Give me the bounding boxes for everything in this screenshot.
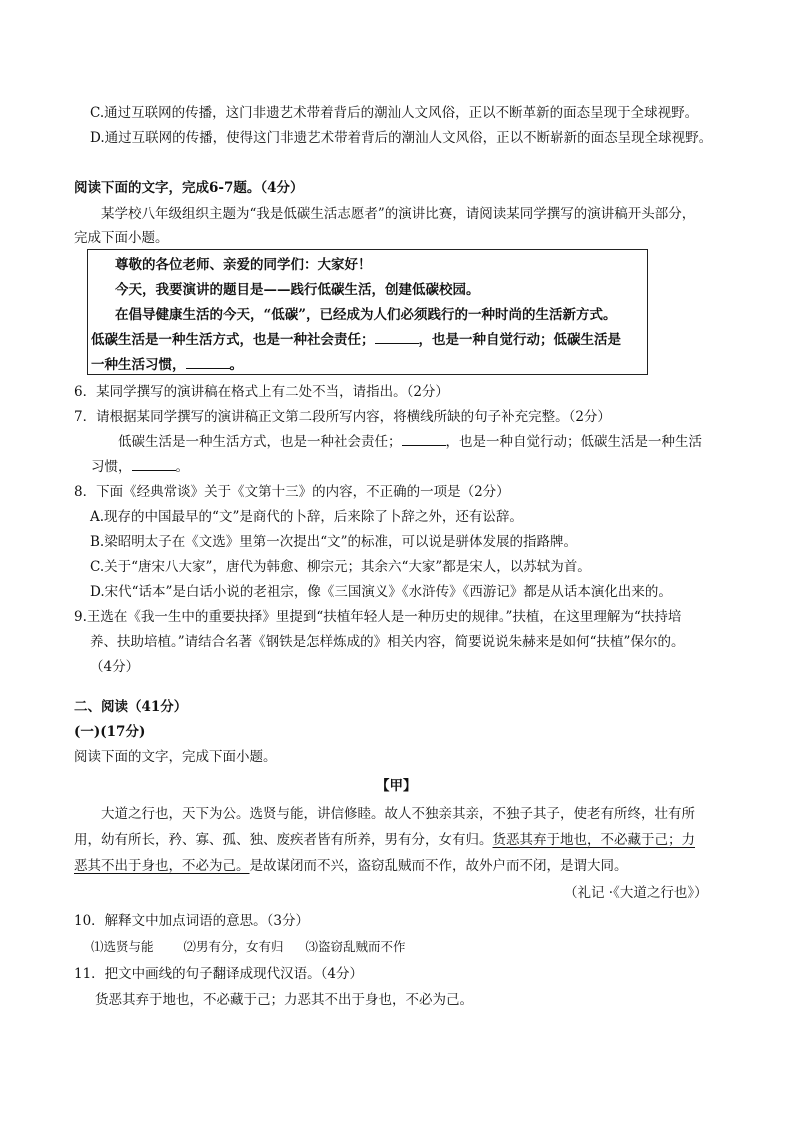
question-7-line-1-start: 低碳生活是一种生活方式，也是一种社会责任； — [118, 434, 402, 450]
question-9-line-3: （4分） — [90, 659, 140, 675]
answer-blank — [132, 457, 176, 471]
question-8-option-b: B.梁昭明太子在《文选》里第一次提出“文”的标准，可以说是骈体发展的指路牌。 — [90, 534, 578, 550]
passage-source: （礼记 ·《大道之行也》） — [564, 885, 708, 901]
question-10-items — [91, 937, 405, 957]
speech-body-line-3-start: 一种生活习惯， — [91, 357, 186, 373]
passage-line-1: 大道之行也，天下为公。选贤与能，讲信修睦。故人不独亲其亲，不独子其子，使老有所终，壮有所 — [101, 806, 695, 822]
speech-body-line-2-start: 低碳生活是一种生活方式，也是一种社会责任； — [91, 332, 375, 348]
question-6: 6．某同学撰写的演讲稿在格式上有二处不当，请指出。（2分） — [74, 384, 449, 400]
speech-body-line-2-end: ，也是一种自觉行动；低碳生活是 — [418, 332, 621, 348]
speech-body-line-1: 在倡导健康生活的今天，“低碳”，已经成为人们必须践行的一种时尚的生活新方式。 — [115, 307, 617, 323]
passage-line-2 — [74, 830, 695, 850]
passage-line-3 — [74, 856, 628, 876]
underlined-sentence-part-1: 货恶其弃于地也，不必藏于己；力 — [492, 832, 695, 848]
question-7-line-2 — [91, 457, 189, 477]
answer-blank — [375, 330, 419, 344]
question-7-line-1 — [118, 432, 702, 452]
question-7-line-1-end: ，也是一种自觉行动；低碳生活是一种生活 — [445, 434, 702, 450]
speech-topic: 今天，我要演讲的题目是——践行低碳生活，创建低碳校园。 — [115, 282, 480, 298]
question-9-line-2: 养、扶助培植。”请结合名著《钢铁是怎样炼成的》相关内容，简要说说朱赫来是如何“扶植”保尔的。 — [90, 634, 685, 650]
question-11-stem: 11．把文中画线的句子翻译成现代汉语。（4分） — [74, 966, 364, 982]
question-7-line-2-end: 。 — [175, 459, 189, 475]
q5-option-c: C.通过互联网的传播，这门非遗艺术带着背后的潮汕人文风俗，正以不断革新的面态呈现于全球视野。 — [90, 105, 699, 121]
speech-body-line-2 — [91, 330, 621, 350]
question-8-option-a: A.现存的中国最早的“文”是商代的卜辞，后来除了卜辞之外，还有讼辞。 — [90, 509, 523, 525]
section-2-instruction: 阅读下面的文字，完成下面小题。 — [74, 749, 277, 765]
section-2-part-1: (一)(17分) — [74, 724, 146, 740]
passage-label-jia: 【甲】 — [376, 778, 417, 794]
reading-6-7-intro-line-2: 完成下面小题。 — [74, 230, 169, 246]
question-7-line-2-start: 习惯， — [91, 459, 132, 475]
question-7-stem: 7．请根据某同学撰写的演讲稿正文第二段所写内容，将横线所缺的句子补充完整。（2分） — [74, 409, 611, 425]
passage-line-2-start: 用，幼有所长，矜、寡、孤、独、废疾者皆有所养，男有分，女有归。 — [74, 832, 493, 848]
speech-draft-box — [87, 249, 648, 375]
question-10-item-3: ⑶盗窃乱贼而不作 — [305, 939, 406, 954]
section-2-heading: 二、阅读（41分） — [74, 699, 188, 715]
speech-greeting: 尊敬的各位老师、亲爱的同学们：大家好！ — [115, 257, 372, 273]
question-9-line-1: 9.王选在《我一生中的重要抉择》里提到“扶植年轻人是一种历史的规律。”扶植，在这里理解为“扶持培 — [74, 609, 682, 625]
question-8-option-c: C.关于“唐宋八大家”，唐代为韩愈、柳宗元；其余六“大家”都是宋人，以苏轼为首。 — [90, 559, 591, 575]
question-10-item-2: ⑵男有分，女有归 — [183, 939, 284, 954]
question-11-sentence: 货恶其弃于地也，不必藏于己；力恶其不出于身也，不必为己。 — [95, 992, 473, 1008]
question-10-stem: 10．解释文中加点词语的意思。（3分） — [74, 913, 310, 929]
answer-blank — [186, 355, 230, 369]
speech-body-line-3-end: 。 — [229, 357, 243, 373]
passage-line-3-end: 是故谋闭而不兴，盗窃乱贼而不作，故外户而不闭，是谓大同。 — [249, 858, 628, 874]
question-8-stem: 8．下面《经典常谈》关于《文第十三》的内容，不正确的一项是（2分） — [74, 484, 510, 500]
q5-option-d: D.通过互联网的传播，使得这门非遗艺术带着背后的潮汕人文风俗，正以不断崭新的面态呈现全球视野。 — [90, 130, 713, 146]
reading-6-7-intro-line-1: 某学校八年级组织主题为“我是低碳生活志愿者”的演讲比赛，请阅读某同学撰写的演讲稿开头部分， — [101, 206, 696, 222]
question-10-item-1: ⑴选贤与能 — [91, 939, 154, 954]
underlined-sentence-part-2: 恶其不出于身也，不必为己。 — [74, 858, 250, 874]
speech-body-line-3 — [91, 355, 243, 375]
reading-6-7-heading: 阅读下面的文字，完成6-7题。（4分） — [74, 180, 304, 196]
answer-blank — [402, 432, 446, 446]
question-8-option-d: D.宋代“话本”是白话小说的老祖宗，像《三国演义》《水浒传》《西游记》都是从话本演化出来的。 — [90, 584, 672, 600]
